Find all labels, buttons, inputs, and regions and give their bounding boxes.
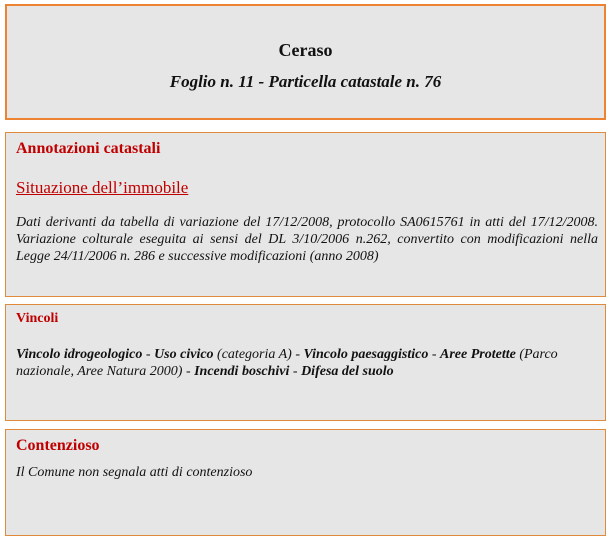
vincoli-panel bbox=[5, 304, 606, 421]
vincolo-item: Vincolo idrogeologico - bbox=[16, 347, 155, 362]
situazione-immobile-link[interactable]: Situazione dell’immobile bbox=[16, 178, 189, 197]
vincolo-item: Uso civico (categoria A) - bbox=[154, 347, 304, 362]
contenzioso-text: Il Comune non segnala atti di contenzioso bbox=[16, 465, 253, 480]
vincolo-item: Vincolo paesaggistico - bbox=[303, 347, 441, 362]
annotazioni-panel bbox=[5, 132, 606, 297]
vincolo-item: Difesa del suolo bbox=[301, 364, 394, 379]
vincolo-item: Aree Protette (Parco nazionale, Aree Natura 2000) - bbox=[16, 347, 558, 379]
annotazioni-title: Annotazioni catastali bbox=[16, 140, 161, 157]
contenzioso-title: Contenzioso bbox=[16, 437, 100, 454]
page-subtitle: Foglio n. 11 - Particella catastale n. 76 bbox=[169, 72, 442, 91]
vincoli-list bbox=[16, 346, 598, 380]
header-panel bbox=[5, 4, 606, 120]
vincoli-title: Vincoli bbox=[16, 311, 59, 326]
page-title: Ceraso bbox=[278, 40, 333, 60]
annotazioni-text: Dati derivanti da tabella di variazione del 17/12/2008, protocollo SA0615761 in atti del 17/12/2008. Variazione colturale eseguita ai sensi del DL 3/10/2006 n.262, convertito con modificazioni nella Legge 24/11/2006 n. 286 e successive modificazioni (anno 2008) bbox=[16, 215, 598, 264]
vincolo-item: Incendi boschivi - bbox=[194, 364, 302, 379]
contenzioso-panel bbox=[5, 429, 606, 536]
